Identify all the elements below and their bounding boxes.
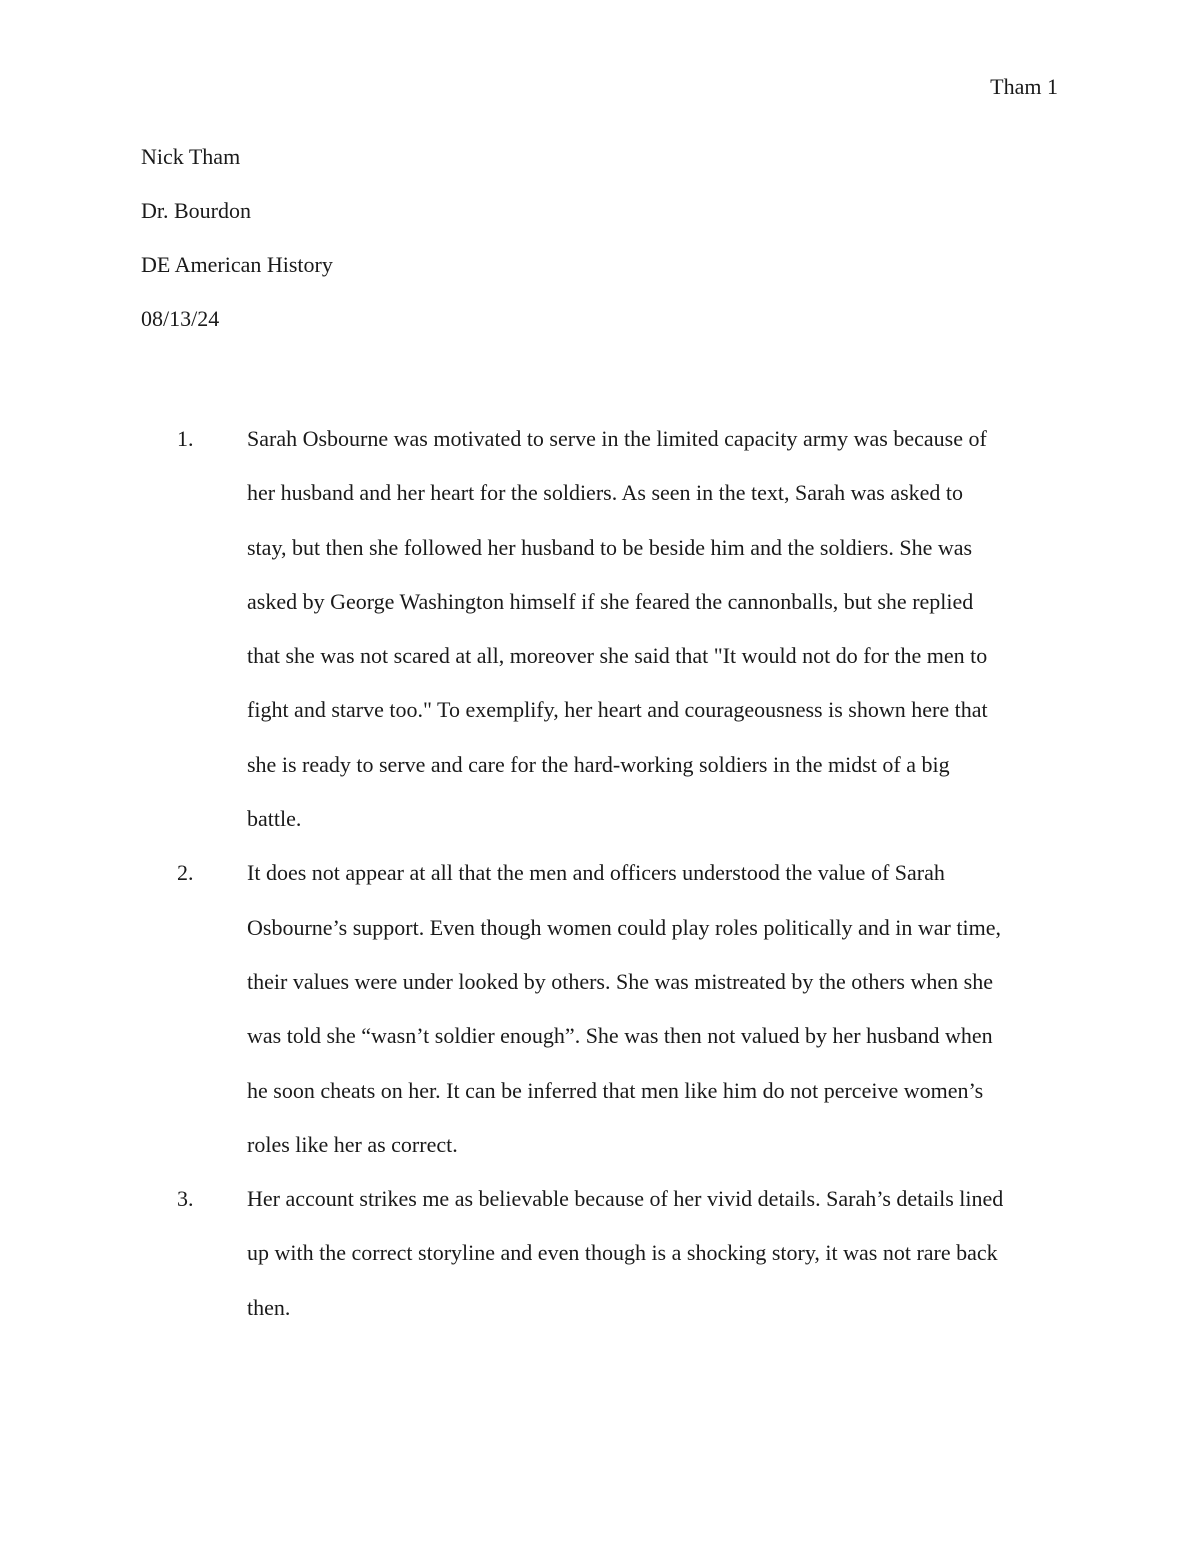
text-line: It does not appear at all that the men and officers understood the value of Sarah [247,860,945,886]
text-line: Sarah Osbourne was motivated to serve in the limited capacity army was because of [247,426,987,451]
text-line: then. [247,1294,291,1320]
text-line: their values were under looked by others. She was mistreated by the others when she [247,968,993,994]
text-line: battle. [247,806,302,832]
text-line: up with the correct storyline and even though is a shocking story, it was not rare back [247,1240,998,1266]
text-line: Her account strikes me as believable because of her vivid details. Sarah’s details lined [247,1186,1004,1212]
answer-list [141,412,1061,1335]
date: 08/13/24 [141,306,220,331]
text-line: Osbourne’s support. Even though women could play roles politically and in war time, [247,914,1001,940]
text-line: stay, but then she followed her husband to be beside him and the soldiers. She was [247,534,973,560]
answer-text [247,846,1061,1172]
answer-number: 2. [177,860,194,886]
text-line: her husband and her heart for the soldiers. As seen in the text, Sarah was asked to [247,480,964,506]
text-line: roles like her as correct. [247,1131,458,1157]
instructor-name: Dr. Bourdon [141,198,251,223]
text-line: fight and starve too." To exemplify, her heart and courageousness is shown here that [247,697,988,723]
answer-text [247,1172,1061,1335]
answer-item [141,412,1061,846]
mla-heading [141,142,1061,358]
answer-item [141,1172,1061,1335]
text-line: she is ready to serve and care for the hard-working soldiers in the midst of a big [247,751,950,777]
answer-number: 3. [177,1186,194,1212]
text-line: was told she “wasn’t soldier enough”. She was then not valued by her husband when [247,1023,993,1049]
running-head: Tham 1 [990,74,1058,99]
text-line: he soon cheats on her. It can be inferred that men like him do not perceive women’s [247,1077,984,1103]
course-name: DE American History [141,252,333,277]
text-line: that she was not scared at all, moreover she said that "It would not do for the men to [247,643,988,669]
answer-text [247,412,1061,846]
student-name: Nick Tham [141,144,241,169]
answer-item [141,846,1061,1172]
text-line: asked by George Washington himself if she feared the cannonballs, but she replied [247,588,974,614]
answer-number: 1. [177,426,194,451]
